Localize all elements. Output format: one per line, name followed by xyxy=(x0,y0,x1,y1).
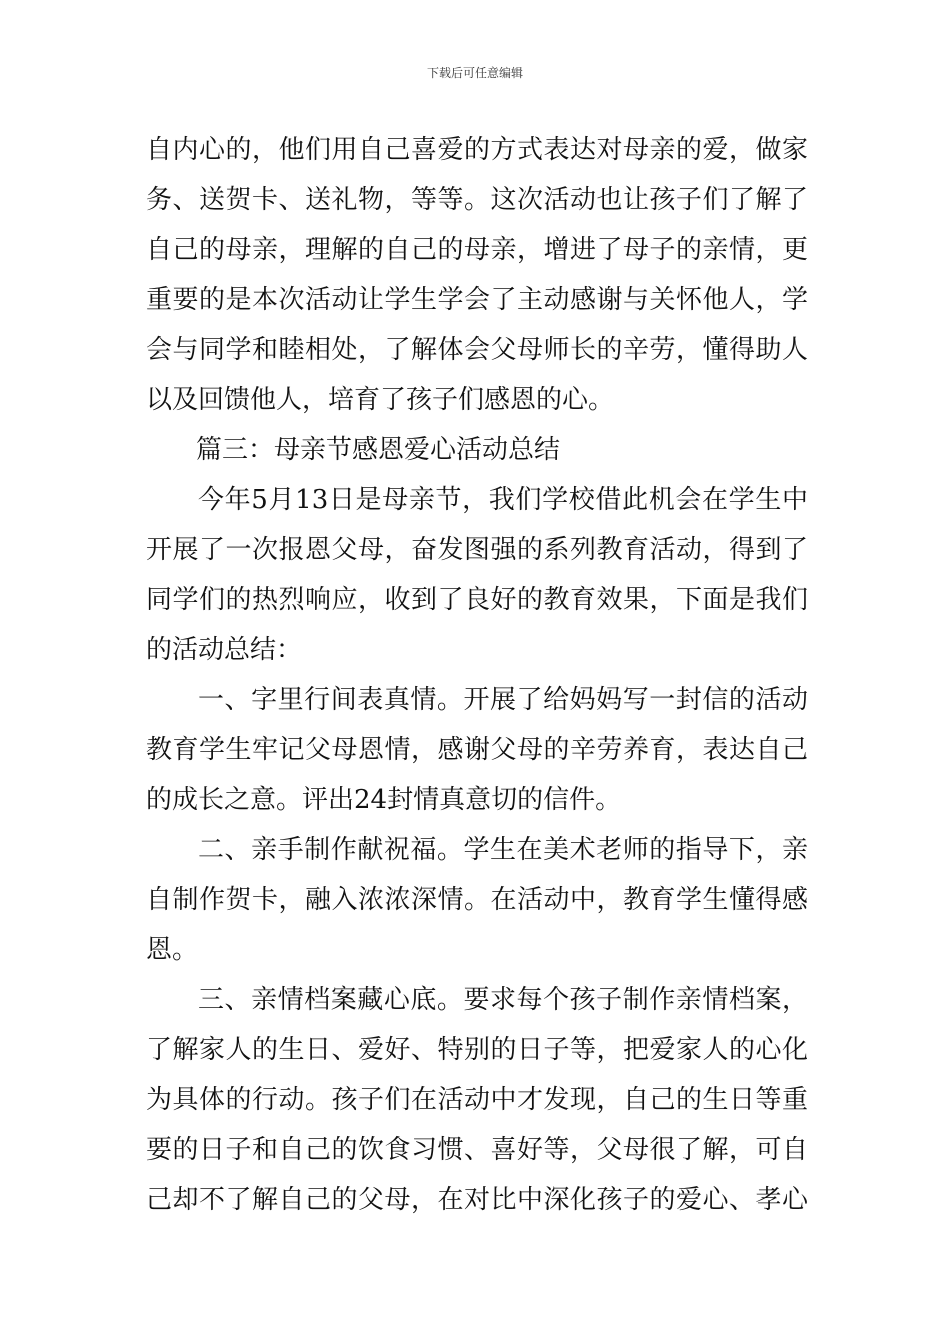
text-line: 重要的是本次活动让学生学会了主动感谢与关怀他人，学 xyxy=(146,285,808,315)
paragraph-first-line: 二、亲手制作献祝福。学生在美术老师的指导下，亲 xyxy=(198,835,808,865)
document-body xyxy=(146,125,808,1225)
text-line: 要的日子和自己的饮食习惯、喜好等，父母很了解，可自 xyxy=(146,1135,808,1165)
text-line: 的成长之意。评出24封情真意切的信件。 xyxy=(146,785,622,815)
text-line: 自己的母亲，理解的自己的母亲，增进了母子的亲情，更 xyxy=(146,235,808,265)
paragraph-first-line: 一、字里行间表真情。开展了给妈妈写一封信的活动 xyxy=(198,685,808,715)
text-line: 教育学生牢记父母恩情，感谢父母的辛劳养育，表达自己 xyxy=(146,735,808,765)
text-line: 同学们的热烈响应，收到了良好的教育效果，下面是我们 xyxy=(146,585,808,615)
text-line: 了解家人的生日、爱好、特别的日子等，把爱家人的心化 xyxy=(146,1035,808,1065)
text-line: 自内心的，他们用自己喜爱的方式表达对母亲的爱，做家 xyxy=(146,135,808,165)
text-line: 己却不了解自己的父母，在对比中深化孩子的爱心、孝心 xyxy=(146,1185,808,1215)
text-line: 以及回馈他人，培育了孩子们感恩的心。 xyxy=(146,385,615,415)
paragraph-first-line: 三、亲情档案藏心底。要求每个孩子制作亲情档案， xyxy=(198,985,808,1015)
text-line: 恩。 xyxy=(146,935,199,965)
text-line: 自制作贺卡，融入浓浓深情。在活动中，教育学生懂得感 xyxy=(146,885,808,915)
text-line: 务、送贺卡、送礼物，等等。这次活动也让孩子们了解了 xyxy=(146,185,808,215)
section-heading: 篇三：母亲节感恩爱心活动总结 xyxy=(196,435,561,465)
text-line: 的活动总结： xyxy=(146,635,303,665)
paragraph-first-line: 今年5月13日是母亲节，我们学校借此机会在学生中 xyxy=(198,485,808,515)
page-header-note: 下载后可任意编辑 xyxy=(426,66,523,80)
text-line: 为具体的行动。孩子们在活动中才发现，自己的生日等重 xyxy=(146,1085,808,1115)
text-line: 开展了一次报恩父母，奋发图强的系列教育活动，得到了 xyxy=(146,535,808,565)
text-line: 会与同学和睦相处，了解体会父母师长的辛劳，懂得助人 xyxy=(146,335,808,365)
